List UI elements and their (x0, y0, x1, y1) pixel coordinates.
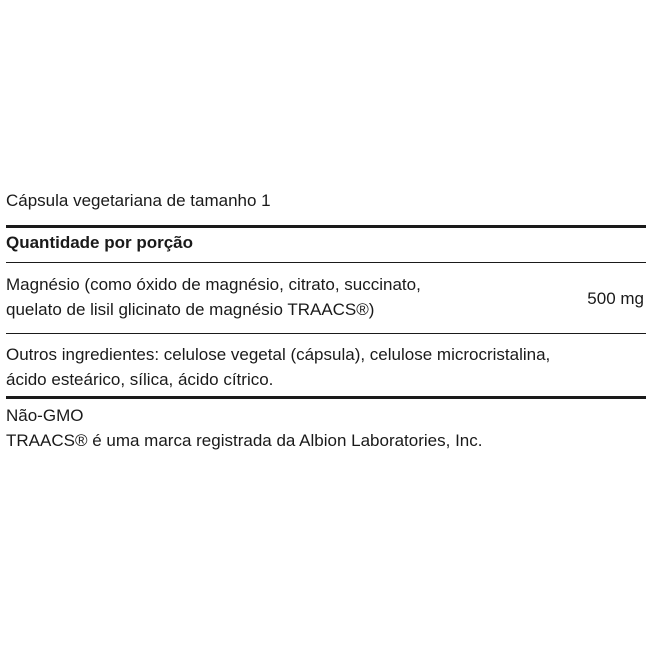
serving-size-text: Cápsula vegetariana de tamanho 1 (6, 191, 271, 210)
divider-thin-header (6, 262, 646, 263)
ingredient-row-magnesium (6, 272, 646, 324)
ingredient-name-line-2: quelato de lisil glicinato de magnésio TRAACS®) (6, 300, 375, 319)
divider-thick-top (6, 225, 646, 228)
ingredient-name-line-1: Magnésio (como óxido de magnésio, citrato, succinato, (6, 275, 421, 294)
amount-per-serving-heading: Quantidade por porção (6, 233, 194, 252)
divider-thin-ingredients (6, 333, 646, 334)
footer-notes (6, 403, 646, 453)
ingredient-name (6, 272, 526, 322)
other-ingredients-text (6, 342, 646, 392)
divider-thick-bottom (6, 396, 646, 399)
ingredient-amount: 500 mg (587, 289, 644, 308)
other-ingredients-line-1: Outros ingredientes: celulose vegetal (cápsula), celulose microcristalina, (6, 345, 551, 364)
trademark-text: TRAACS® é uma marca registrada da Albion Laboratories, Inc. (6, 431, 483, 450)
other-ingredients-line-2: ácido esteárico, sílica, ácido cítrico. (6, 370, 274, 389)
non-gmo-text: Não-GMO (6, 406, 84, 425)
